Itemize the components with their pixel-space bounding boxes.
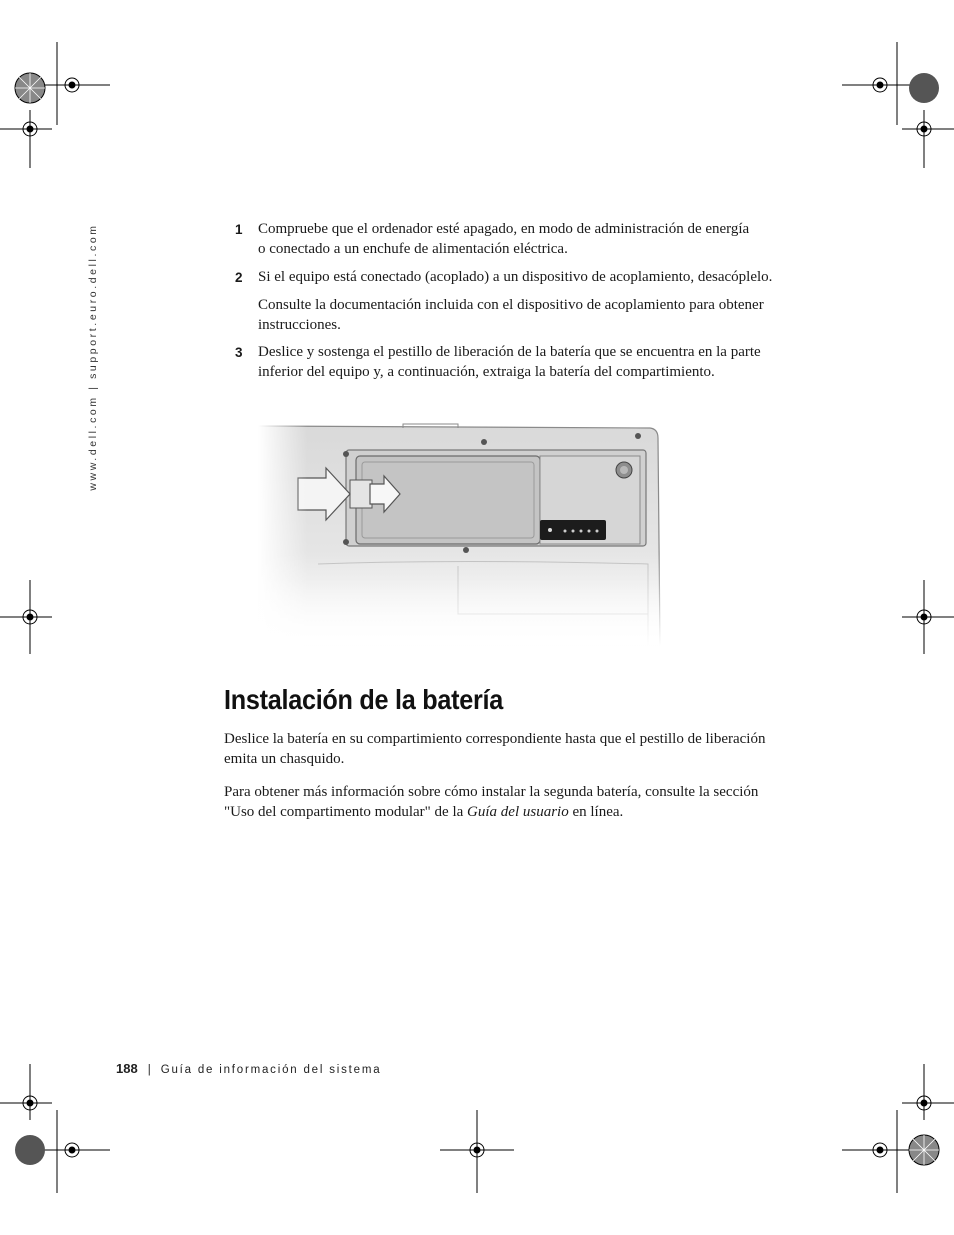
step-note-line: instrucciones. bbox=[258, 317, 341, 333]
paragraph-text: en línea. bbox=[568, 804, 624, 820]
step-3 bbox=[224, 342, 814, 382]
step-text-line: Deslice y sostenga el pestillo de liberación de la batería que se encuentra en la parte bbox=[258, 344, 761, 360]
paragraph-line: Deslice la batería en su compartimiento correspondiente hasta que el pestillo de liberación bbox=[224, 731, 766, 747]
step-2 bbox=[224, 267, 814, 335]
step-text bbox=[258, 219, 814, 259]
paragraph-line bbox=[224, 802, 824, 822]
side-url-text: www.dell.com | support.euro.dell.com bbox=[87, 223, 99, 491]
install-paragraph bbox=[224, 729, 824, 769]
step-text-line: inferior del equipo y, a continuación, extraiga la batería del compartimiento. bbox=[258, 364, 715, 380]
step-text-line: Compruebe que el ordenador esté apagado, en modo de administración de energía bbox=[258, 221, 750, 237]
section-title: Instalación de la batería bbox=[224, 684, 503, 715]
paragraph-text: "Uso del compartimento modular" de la bbox=[224, 804, 468, 820]
footer-separator: | bbox=[147, 1064, 151, 1076]
book-title: Guía de información del sistema bbox=[160, 1064, 382, 1076]
battery-removal-illustration bbox=[258, 414, 670, 646]
step-note-line: Consulte la documentación incluida con el dispositivo de acoplamiento para obtener bbox=[258, 297, 764, 313]
step-number: 1 bbox=[235, 222, 243, 237]
paragraph-line: emita un chasquido. bbox=[224, 751, 345, 767]
step-text-line: Si el equipo está conectado (acoplado) a un dispositivo de acoplamiento, desacóplelo. bbox=[258, 269, 773, 285]
step-text bbox=[258, 267, 814, 335]
step-text bbox=[258, 342, 814, 382]
page-number: 188 bbox=[116, 1061, 138, 1076]
user-guide-reference: Guía del usuario bbox=[467, 804, 569, 820]
step-number: 2 bbox=[235, 270, 243, 285]
step-number: 3 bbox=[235, 345, 243, 360]
more-info-paragraph bbox=[224, 782, 824, 822]
step-text-line: o conectado a un enchufe de alimentación eléctrica. bbox=[258, 241, 568, 257]
paragraph-line: Para obtener más información sobre cómo instalar la segunda batería, consulte la sección bbox=[224, 784, 759, 800]
page-footer bbox=[116, 1061, 381, 1076]
step-1 bbox=[224, 219, 814, 259]
